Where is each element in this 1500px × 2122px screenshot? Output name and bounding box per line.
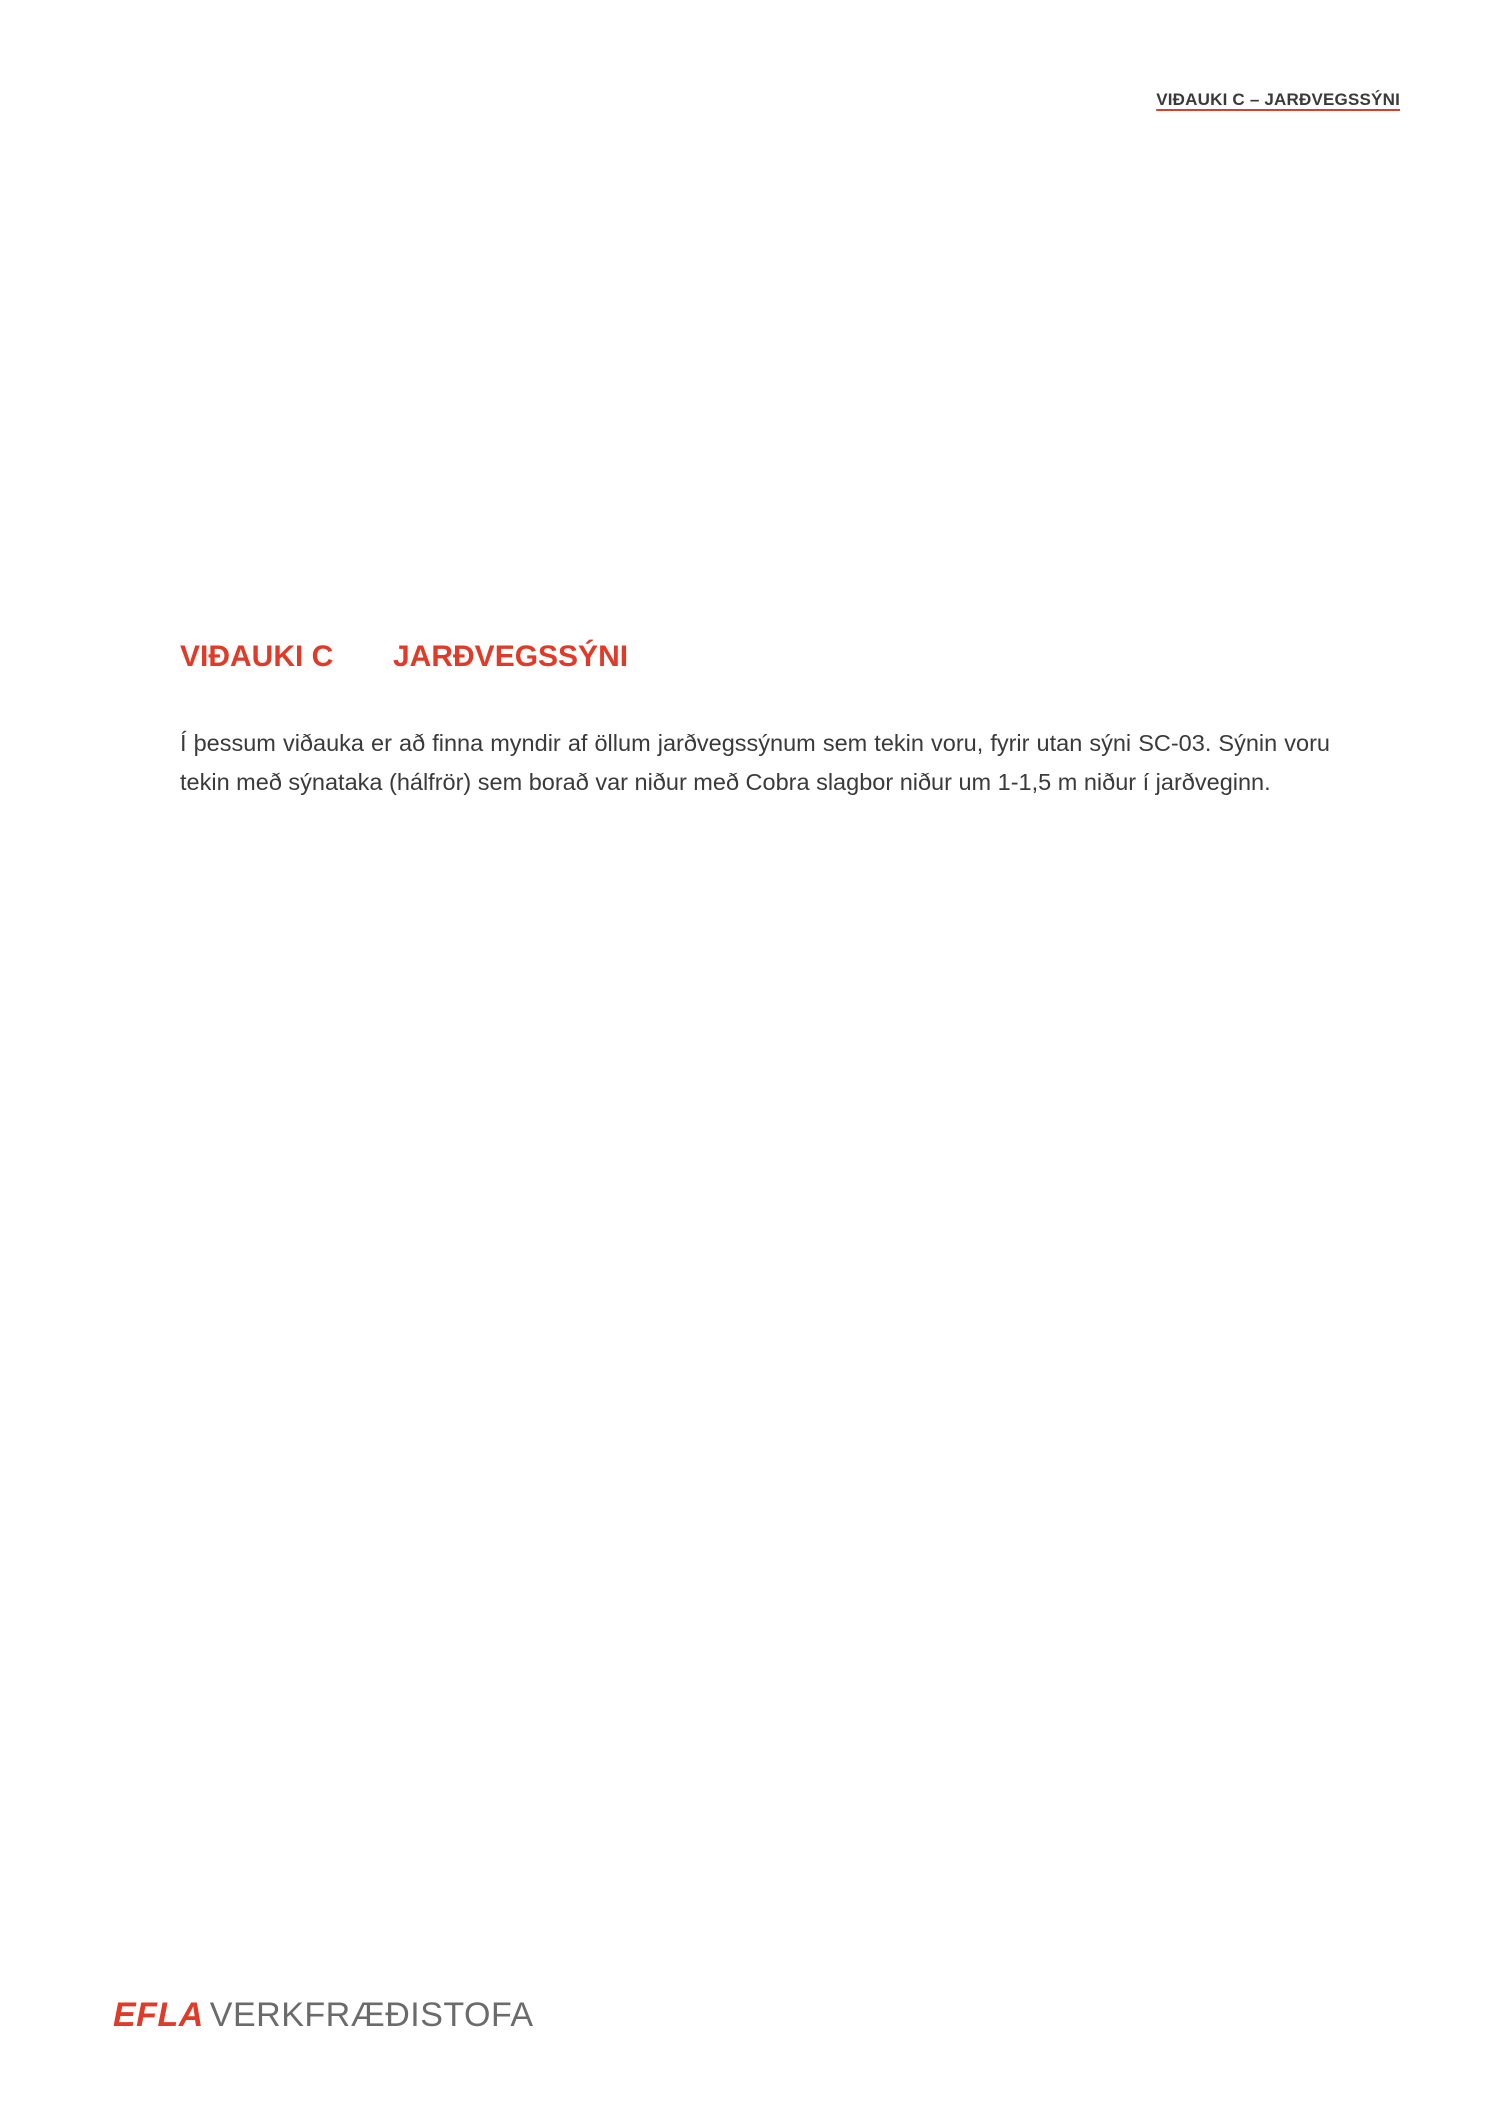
footer-logo <box>113 1998 534 2032</box>
appendix-heading <box>180 640 628 674</box>
running-header: VIÐAUKI C – JARÐVEGSSÝNI <box>1156 90 1400 109</box>
appendix-title: JARÐVEGSSÝNI <box>393 640 629 673</box>
body-paragraph: Í þessum viðauka er að finna myndir af öllum jarðvegssýnum sem tekin voru, fyrir utan sýni SC-03. Sýnin voru tekin með sýnataka (hálfrör) sem borað var niður með Cobra slagbor niður um 1-1,5 m niður í jarðveginn. <box>180 730 1330 795</box>
appendix-label: VIÐAUKI C <box>180 640 334 673</box>
footer-brand: EFLA <box>113 1996 204 2034</box>
footer-tagline: VERKFRÆÐISTOFA <box>209 1996 534 2034</box>
